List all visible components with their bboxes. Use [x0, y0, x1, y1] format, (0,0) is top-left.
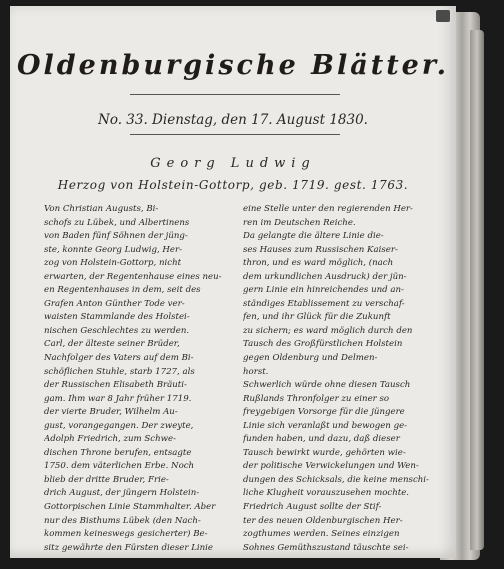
text-line: gegen Oldenburg und Delmen- [243, 353, 378, 364]
text-line: sitz gewährte den Fürsten dieser Linie [44, 542, 214, 553]
masthead-title: Oldenburgische Blätter. [16, 50, 450, 81]
text-line: schöflichen Stuhle, starb 1727, als [44, 366, 195, 377]
masthead-rule-bottom [130, 134, 340, 135]
text-line: freygebigen Vorsorge für die jüngere [243, 407, 405, 418]
text-line: Adolph Friedrich, zum Schwe- [44, 434, 176, 445]
text-line: kommen keineswegs gesicherter) Be- [44, 529, 208, 540]
text-line: blieb der dritte Bruder, Frie- [44, 474, 169, 485]
text-line: Friedrich August sollte der Stif- [243, 502, 382, 513]
text-line: dischen Throne berufen, entsagte [44, 447, 192, 458]
text-line: Rußlands Thronfolger zu einer so [243, 393, 390, 404]
text-line: Tausch des Großfürstlichen Holstein [243, 339, 403, 350]
issue-line: No. 33. Dienstag, den 17. August 1830. [98, 112, 368, 128]
text-line: ren im Deutschen Reiche. [243, 217, 356, 228]
text-line: Linie sich veranlaßt und bewogen ge- [243, 420, 408, 431]
text-line: Da gelangte die ältere Linie die- [243, 231, 384, 242]
text-line: nur des Bisthums Lübek (den Nach- [44, 515, 201, 526]
text-line: thron, und es ward möglich, (nach [243, 258, 394, 269]
text-line: liche Klugheit vorauszusehen mochte. [243, 488, 410, 499]
text-line: 1750. dem väterlichen Erbe. Noch [44, 461, 195, 472]
text-line: zu sichern; es ward möglich durch den [243, 325, 413, 336]
text-line: gust, vorangegangen. Der zweyte, [44, 420, 194, 431]
text-line: dem urkundlichen Ausdruck) der jün- [243, 271, 407, 282]
text-line: von Baden fünf Söhnen der jüng- [44, 231, 188, 242]
text-line: Gottorpischen Linie Stammhalter. Aber [44, 502, 216, 513]
text-line: Schwerlich würde ohne diesen Tausch [243, 380, 411, 391]
text-line: nischen Geschlechtes zu werden. [44, 325, 190, 336]
text-line: der politische Verwickelungen und Wen- [243, 461, 419, 472]
article-headline: Georg Ludwig [150, 156, 316, 171]
text-line: en Regentenhauses in dem, seit des [44, 285, 201, 296]
text-line: schofs zu Lübek, und Albertinens [44, 217, 190, 228]
page-stack-edge-outer [470, 30, 484, 550]
text-line: Von Christian Augusts, Bi- [44, 204, 159, 214]
masthead-rule-top [130, 94, 340, 95]
left-column [44, 203, 240, 555]
text-line: Carl, der älteste seiner Brüder, [44, 339, 180, 350]
text-line: ständiges Etablissement zu verschaf- [243, 298, 405, 309]
text-line: fen, und ihr Glück für die Zukunft [243, 312, 391, 323]
article-subheadline: Herzog von Holstein-Gottorp, geb. 1719. gest. 1763. [57, 178, 409, 192]
text-line: waisten Stammlande des Holstei- [44, 312, 190, 323]
text-line: der vierte Bruder, Wilhelm Au- [44, 407, 178, 418]
text-line: drich August, der jüngern Holstein- [44, 488, 200, 499]
text-line: Sohnes Gemüthszustand täuschte sei- [243, 542, 409, 553]
text-line: Nachfolger des Vaters auf dem Bi- [44, 353, 194, 364]
text-line: funden haben, und dazu, daß dieser [243, 434, 400, 445]
right-column [243, 203, 439, 555]
text-line: horst. [243, 366, 269, 377]
text-line: der Russischen Elisabeth Bräuti- [44, 380, 187, 391]
text-line: eine Stelle unter den regierenden Her- [243, 204, 413, 214]
newspaper-page [10, 6, 456, 558]
text-line: erwarten, der Regentenhause eines neu- [44, 271, 222, 282]
text-line: ses Hauses zum Russischen Kaiser- [243, 244, 398, 255]
text-line: Grafen Anton Günther Tode ver- [44, 298, 185, 309]
text-line: Tausch bewirkt wurde, gehörten wie- [243, 447, 406, 458]
text-line: zog von Holstein-Gottorp, nicht [44, 258, 182, 269]
text-line: zogthumes werden. Seines einzigen [243, 529, 400, 540]
text-line: ter des neuen Oldenburgischen Her- [243, 515, 403, 526]
text-line: gam. Ihm war 8 Jahr früher 1719. [44, 393, 192, 404]
text-line: dungen des Schicksals, die keine menschi- [243, 474, 429, 485]
text-line: ste, konnte Georg Ludwig, Her- [44, 244, 183, 255]
corner-tab-icon [436, 10, 450, 22]
text-line: gern Linie ein hinreichendes und an- [243, 285, 404, 296]
